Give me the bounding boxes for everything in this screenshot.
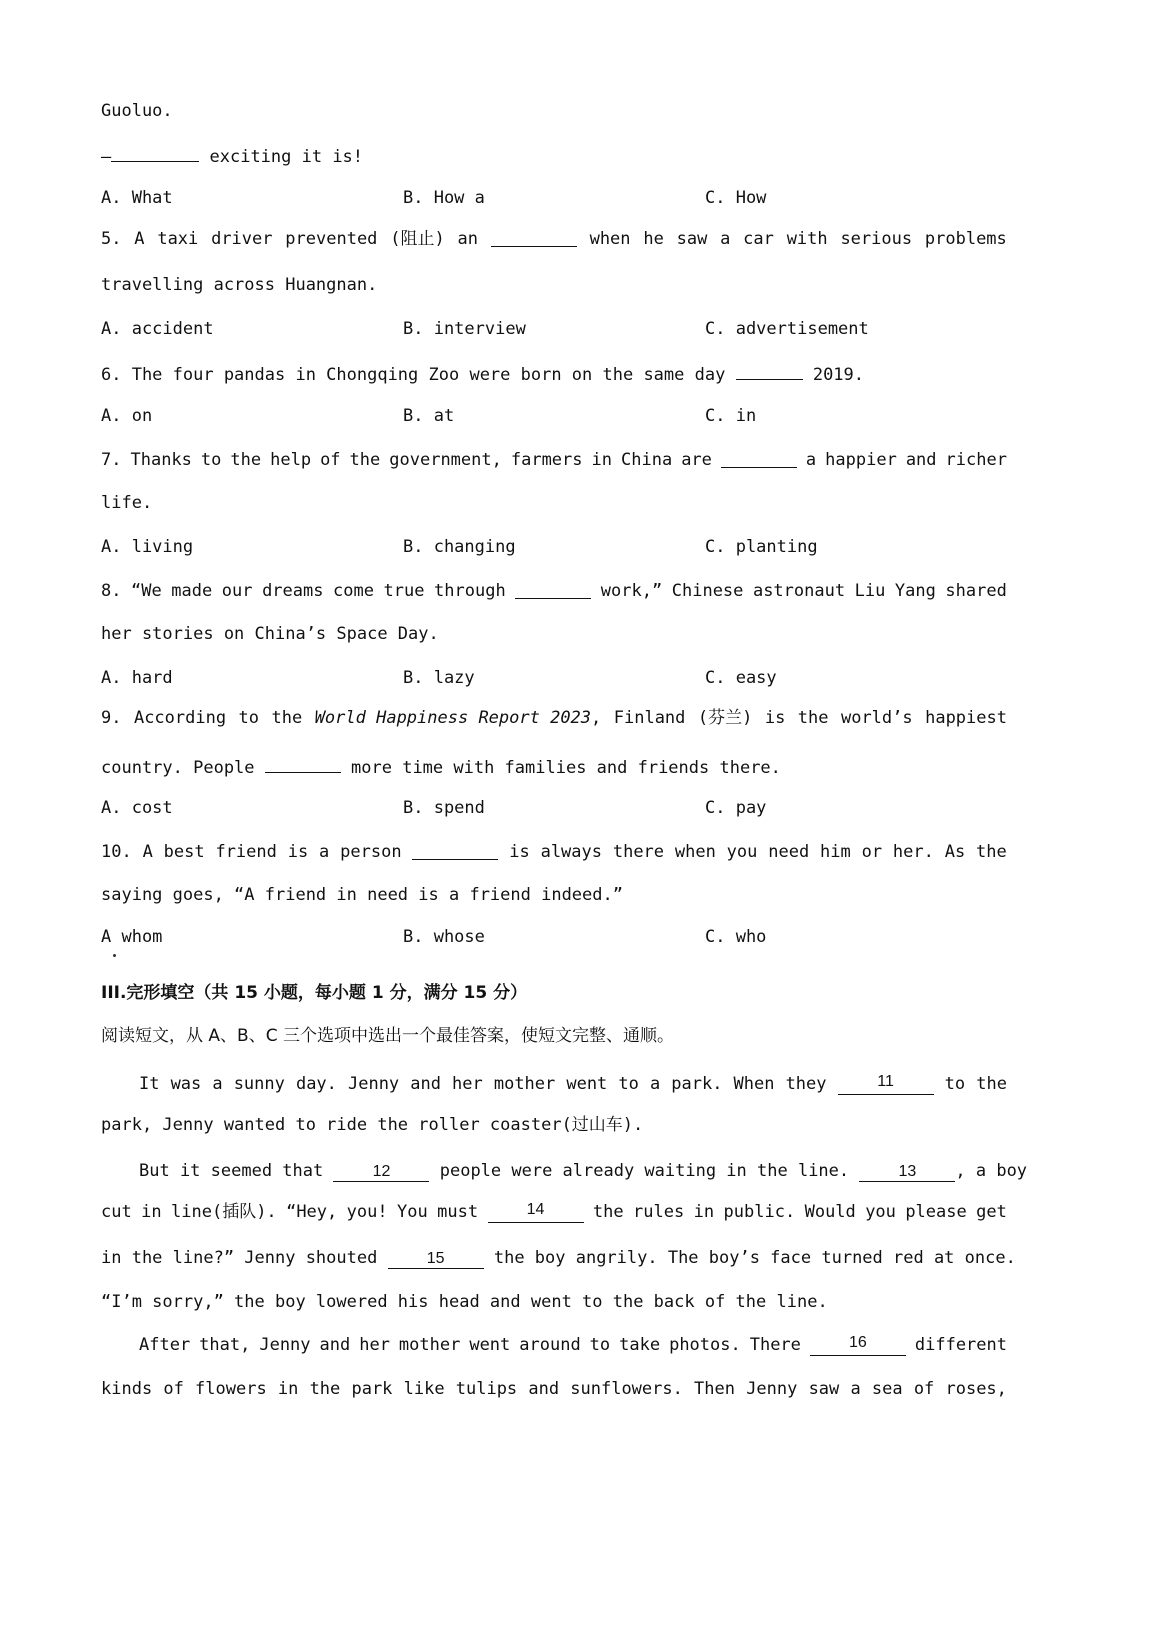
word: day. xyxy=(295,1074,337,1094)
word: a xyxy=(720,229,731,249)
word: problems xyxy=(924,229,1007,249)
q7-option-b[interactable]: B. changing xyxy=(403,537,516,557)
word: her xyxy=(359,1335,390,1355)
word: a xyxy=(649,1074,661,1094)
word: went xyxy=(469,1335,511,1355)
word: Would xyxy=(804,1202,856,1222)
word: of xyxy=(913,1379,935,1399)
q9-stem-line2 xyxy=(101,754,1007,779)
word: and xyxy=(410,1074,441,1094)
word: is xyxy=(764,708,786,728)
stray-dot xyxy=(113,954,116,957)
word: her. xyxy=(892,842,934,862)
word: are xyxy=(681,450,712,470)
word: flowers xyxy=(195,1379,267,1399)
word: “Hey, xyxy=(286,1202,338,1222)
word: shared xyxy=(945,581,1007,601)
word: park xyxy=(351,1379,393,1399)
q9-option-b[interactable]: B. spend xyxy=(403,798,485,818)
q8-stem-line2: her stories on China’s Space Day. xyxy=(101,624,439,644)
answer-blank[interactable] xyxy=(721,449,797,468)
q6-blank[interactable] xyxy=(736,361,803,380)
word: in xyxy=(693,1202,715,1222)
word: a xyxy=(850,1379,861,1399)
passage-text: in the line?” Jenny shouted xyxy=(101,1248,378,1268)
word: sea xyxy=(871,1379,903,1399)
word: saw xyxy=(676,229,708,249)
word: Jenny xyxy=(746,1379,798,1399)
word: 9. xyxy=(101,708,122,728)
blank-16[interactable]: 16 xyxy=(810,1334,906,1356)
q8-option-c[interactable]: C. easy xyxy=(705,668,777,688)
word: happiest xyxy=(925,708,1007,728)
word: car xyxy=(743,229,774,249)
word: is xyxy=(509,842,530,862)
word: to xyxy=(238,708,260,728)
word: astronaut xyxy=(752,581,846,601)
word: and xyxy=(905,450,937,470)
word: Then xyxy=(694,1379,735,1399)
word: the xyxy=(976,842,1007,862)
q4-option-b[interactable]: B. How a xyxy=(403,188,485,208)
word: 5. xyxy=(101,229,122,249)
word: mother xyxy=(398,1335,461,1355)
passage-p1-line1 xyxy=(139,1073,1007,1095)
passage-text: , a boy xyxy=(955,1161,1028,1181)
q9-stem-line1 xyxy=(101,707,1007,729)
word: a xyxy=(805,450,817,470)
word: the xyxy=(271,708,303,728)
word: the xyxy=(797,708,829,728)
blank-13[interactable]: 13 xyxy=(859,1163,955,1182)
word: prevented xyxy=(285,229,378,249)
word: must xyxy=(437,1202,479,1222)
word: around xyxy=(519,1335,581,1355)
word: and xyxy=(528,1379,560,1399)
word: A xyxy=(142,842,153,862)
q9-option-c[interactable]: C. pay xyxy=(705,798,767,818)
word: public. xyxy=(723,1202,796,1222)
word: an xyxy=(457,229,478,249)
q7-option-a[interactable]: A. living xyxy=(101,537,194,557)
word: After xyxy=(139,1335,191,1355)
answer-blank[interactable] xyxy=(515,580,591,599)
answer-blank[interactable] xyxy=(412,841,498,860)
word: him xyxy=(820,842,851,862)
word: 10. xyxy=(101,842,132,862)
word: A xyxy=(134,229,145,249)
word: and xyxy=(319,1335,351,1355)
word: a xyxy=(212,1074,223,1094)
word: work,” xyxy=(600,581,663,601)
q4-dash: — xyxy=(101,147,112,167)
word: rules xyxy=(633,1202,685,1222)
word: was xyxy=(170,1074,202,1094)
word: of xyxy=(163,1379,184,1399)
passage-p2-line4: “I’m sorry,” the boy lowered his head and went to the back of the line. xyxy=(101,1292,828,1312)
word: happier xyxy=(825,450,897,470)
word: in xyxy=(277,1379,299,1399)
q10-stem-line2: saying goes, “A friend in need is a friend indeed.” xyxy=(101,885,623,905)
word: serious xyxy=(840,229,913,249)
word: world’s xyxy=(840,708,913,728)
q6-option-b[interactable]: B. at xyxy=(403,406,455,426)
blank-14[interactable]: 14 xyxy=(488,1201,584,1223)
q4-blank[interactable] xyxy=(111,143,199,162)
word: (芬兰) xyxy=(697,708,753,728)
word: Finland xyxy=(613,708,686,728)
q9-stem-text: country. People xyxy=(101,758,255,778)
passage-p2-line2 xyxy=(101,1201,1007,1223)
word: Jenny xyxy=(347,1074,400,1094)
word: driver xyxy=(211,229,273,249)
passage-text: people were already waiting in the line. xyxy=(439,1161,850,1181)
word: true xyxy=(383,581,425,601)
q6-stem xyxy=(101,361,1007,386)
word: mother xyxy=(493,1074,556,1094)
word: roses, xyxy=(945,1379,1007,1399)
word: tulips xyxy=(455,1379,518,1399)
q10-option-b[interactable]: B. whose xyxy=(403,927,485,947)
word: photos. xyxy=(669,1335,741,1355)
word: please xyxy=(905,1202,967,1222)
word: like xyxy=(403,1379,445,1399)
q5-option-c[interactable]: C. advertisement xyxy=(705,319,869,339)
word: sunflowers. xyxy=(570,1379,683,1399)
word: government, xyxy=(389,450,502,470)
word: there xyxy=(612,842,665,862)
q5-stem-line2: travelling across Huangnan. xyxy=(101,275,378,295)
word: in xyxy=(141,1202,162,1222)
word: cut xyxy=(101,1202,132,1222)
word: in xyxy=(591,450,612,470)
word: of xyxy=(320,450,341,470)
word: sunny xyxy=(233,1074,285,1094)
word: he xyxy=(643,229,664,249)
word: World Happiness Report 2023, xyxy=(314,708,602,728)
q7-option-c[interactable]: C. planting xyxy=(705,537,818,557)
q9-option-a[interactable]: A. cost xyxy=(101,798,173,818)
q6-stem-text: 6. The four pandas in Chongqing Zoo were born on the same day xyxy=(101,365,726,385)
word: take xyxy=(619,1335,661,1355)
q8-option-b[interactable]: B. lazy xyxy=(403,668,475,688)
word: you xyxy=(726,842,758,862)
word: It xyxy=(139,1074,160,1094)
word: 8. xyxy=(101,581,122,601)
q4-option-a[interactable]: A. What xyxy=(101,188,173,208)
word: the xyxy=(230,450,262,470)
q10-option-c[interactable]: C. who xyxy=(705,927,767,947)
q5-option-a[interactable]: A. accident xyxy=(101,319,214,339)
word: kinds xyxy=(101,1379,153,1399)
word: Thanks xyxy=(130,450,192,470)
q5-stem-line1 xyxy=(101,228,1007,250)
word: line(插队). xyxy=(171,1202,277,1222)
word: Chinese xyxy=(671,581,744,601)
word: friend xyxy=(215,842,277,862)
passage-p1-line2: park, Jenny wanted to ride the roller coaster(过山车). xyxy=(101,1115,644,1135)
word: Yang xyxy=(894,581,936,601)
word: help xyxy=(270,450,312,470)
word: the xyxy=(309,1379,341,1399)
word: our xyxy=(221,581,253,601)
q9-stem-end: more time with families and friends there. xyxy=(351,758,781,778)
answer-blank[interactable] xyxy=(491,228,577,247)
q8-stem-line1 xyxy=(101,580,1007,602)
word: taxi xyxy=(157,229,199,249)
section-heading: III.完形填空（共 15 小题，每小题 1 分，满分 15 分） xyxy=(101,983,528,1003)
passage-p3-line1 xyxy=(139,1334,1007,1356)
word: come xyxy=(333,581,374,601)
report-title: World Happiness Report 2023 xyxy=(314,708,592,728)
word: is xyxy=(287,842,309,862)
word: saw xyxy=(808,1379,840,1399)
word: to xyxy=(944,1074,966,1094)
word: or xyxy=(861,842,883,862)
q5-option-b[interactable]: B. interview xyxy=(403,319,526,339)
word: get xyxy=(976,1202,1007,1222)
q7-stem-line1 xyxy=(101,449,1007,471)
word: always xyxy=(540,842,602,862)
q8-option-a[interactable]: A. hard xyxy=(101,668,173,688)
q6-option-a[interactable]: A. on xyxy=(101,406,153,426)
word: need xyxy=(768,842,810,862)
q4-option-c[interactable]: C. How xyxy=(705,188,767,208)
word: went xyxy=(566,1074,608,1094)
word: According xyxy=(133,708,227,728)
q6-option-c[interactable]: C. in xyxy=(705,406,757,426)
word: through xyxy=(434,581,506,601)
word: they xyxy=(785,1074,827,1094)
section-instruction: 阅读短文，从 A、B、C 三个选项中选出一个最佳答案，使短文完整、通顺。 xyxy=(101,1026,674,1046)
word: to xyxy=(589,1335,611,1355)
q4-continuation: Guoluo. xyxy=(101,101,173,121)
word: “We xyxy=(131,581,162,601)
word: China xyxy=(621,450,673,470)
q10-stem-line1 xyxy=(101,841,1007,863)
word: when xyxy=(589,229,631,249)
word: When xyxy=(733,1074,775,1094)
word: dreams xyxy=(262,581,324,601)
word: the xyxy=(976,1074,1007,1094)
passage-p2-line1 xyxy=(139,1160,1028,1182)
word: (阻止) xyxy=(390,229,445,249)
word: a xyxy=(319,842,330,862)
word: to xyxy=(618,1074,639,1094)
q7-stem-line2: life. xyxy=(101,493,153,513)
word: best xyxy=(163,842,205,862)
passage-p2-line3 xyxy=(101,1247,1016,1269)
word: person xyxy=(340,842,402,862)
word: you! xyxy=(346,1202,388,1222)
word: the xyxy=(349,450,381,470)
q4-reply xyxy=(101,143,1007,168)
word: There xyxy=(749,1335,801,1355)
word: 7. xyxy=(101,450,122,470)
q4-reply-text: exciting it is! xyxy=(209,147,364,167)
word: Jenny xyxy=(259,1335,311,1355)
word: to xyxy=(200,450,222,470)
word: the xyxy=(592,1202,624,1222)
blank-12[interactable]: 12 xyxy=(333,1163,429,1182)
q10-option-a[interactable]: A whom xyxy=(101,927,163,947)
q6-stem-end: 2019. xyxy=(812,365,865,385)
word: when xyxy=(674,842,716,862)
q9-blank[interactable] xyxy=(265,754,341,773)
passage-text: But it seemed that xyxy=(139,1161,324,1181)
blank-11[interactable]: 11 xyxy=(838,1073,934,1095)
word: park. xyxy=(671,1074,723,1094)
word: As xyxy=(944,842,966,862)
word: richer xyxy=(945,450,1007,470)
passage-text: the boy angrily. The boy’s face turned red at once. xyxy=(493,1248,1016,1268)
word: made xyxy=(171,581,213,601)
blank-15[interactable]: 15 xyxy=(388,1250,484,1269)
word: her xyxy=(452,1074,483,1094)
word: different xyxy=(914,1335,1007,1355)
word: with xyxy=(786,229,828,249)
word: farmers xyxy=(510,450,583,470)
word: Liu xyxy=(854,581,886,601)
passage-p3-line2 xyxy=(101,1378,1007,1400)
word: You xyxy=(397,1202,428,1222)
word: that, xyxy=(199,1335,251,1355)
word: you xyxy=(865,1202,896,1222)
